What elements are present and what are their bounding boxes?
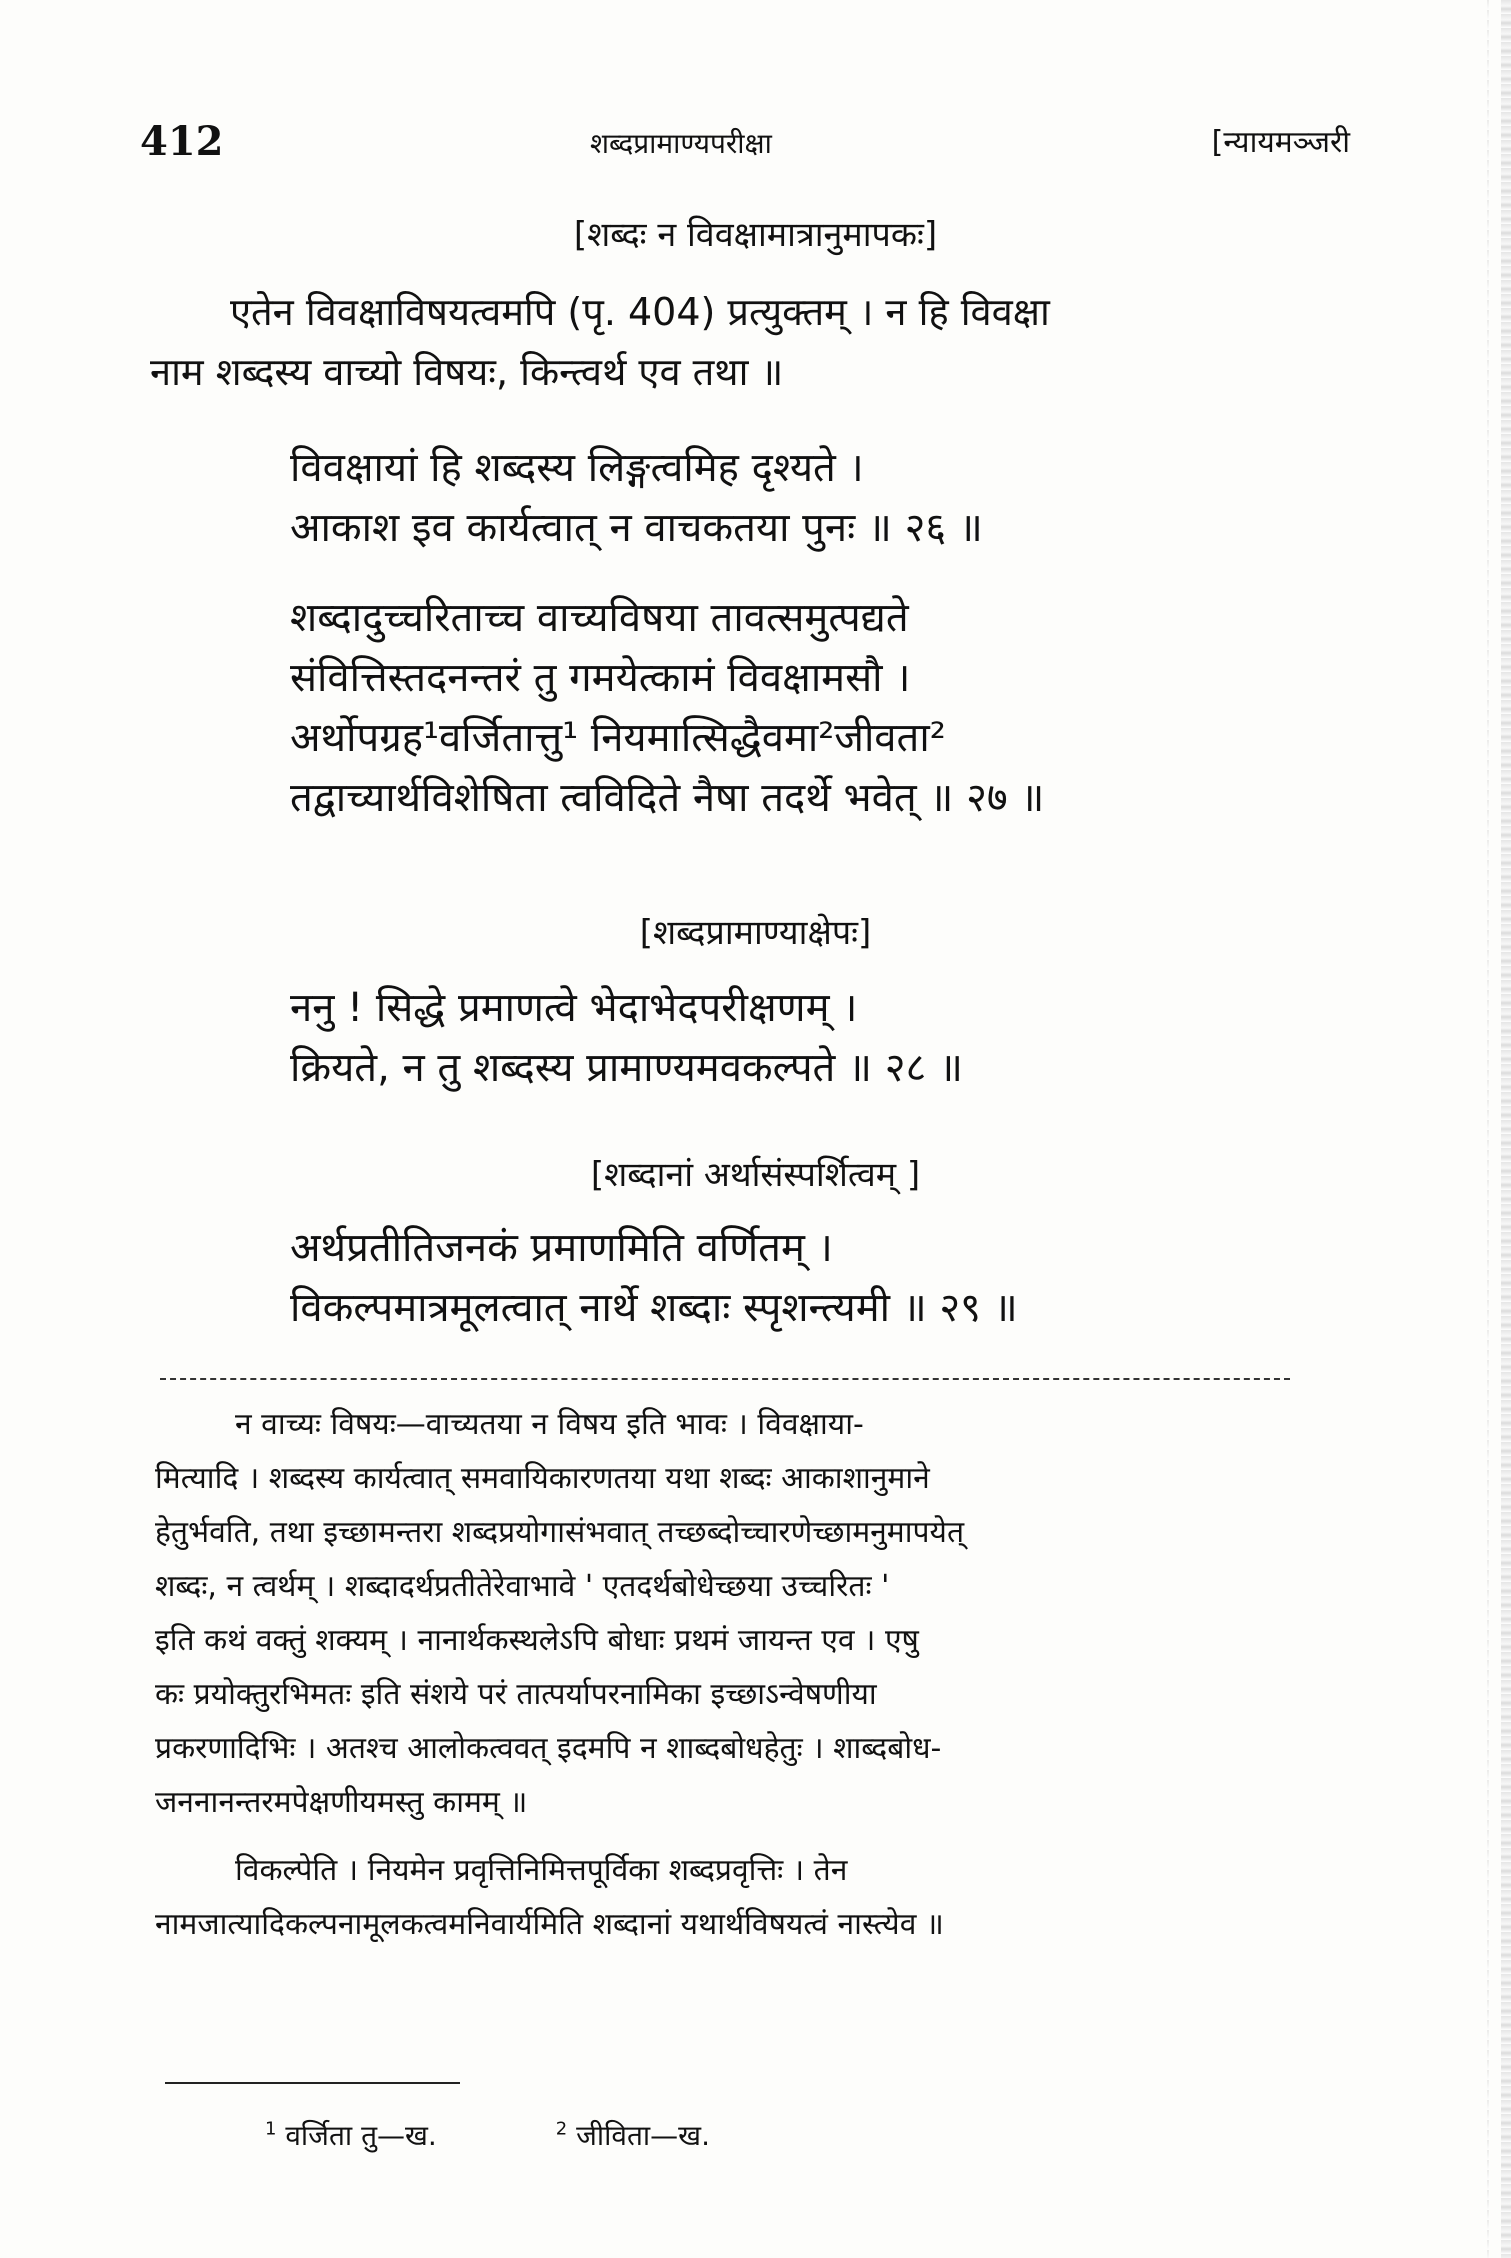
section-heading-2: [शब्दप्रामाण्याक्षेपः] <box>639 913 872 953</box>
paragraph-gap <box>155 1830 1305 1844</box>
footnote-rule <box>165 2082 460 2084</box>
verse-26 <box>290 438 983 558</box>
verse-line: विकल्पमात्रमूलत्वात् नार्थे शब्दाः स्पृशन्त्यमी ॥ २९ ॥ <box>290 1285 1018 1331</box>
commentary-line: जननानन्तरमपेक्षणीयमस्तु कामम् ॥ <box>155 1785 528 1820</box>
prose-line: नाम शब्दस्य वाच्यो विषयः, किन्त्वर्थ एव तथा ॥ <box>150 350 784 394</box>
footnote-text: जीविता—ख. <box>576 2119 710 2152</box>
prose-line: एतेन विवक्षाविषयत्वमपि (पृ. 404) प्रत्युक्तम् । न हि विवक्षा <box>230 290 1050 334</box>
verse-line: संवित्तिस्तदनन्तरं तु गमयेत्कामं विवक्षामसौ । <box>290 655 911 701</box>
commentary-line: हेतुर्भवति, तथा इच्छामन्तरा शब्दप्रयोगासंभवात् तच्छब्दोच्चारणेच्छामनुमापयेत् <box>155 1515 965 1550</box>
section-heading-1: [शब्दः न विवक्षामात्रानुमापकः] <box>573 215 938 255</box>
section-heading-3: [शब्दानां अर्थासंस्पर्शित्वम् ] <box>590 1155 921 1195</box>
verse-line: अर्थप्रतीतिजनकं प्रमाणमिति वर्णितम् । <box>290 1225 833 1271</box>
commentary-line: न वाच्यः विषयः—वाच्यतया न विषय इति भावः । विवक्षाया- <box>235 1407 864 1442</box>
footnotes <box>265 2116 820 2154</box>
footnote-text: वर्जिता तु—ख. <box>285 2119 437 2152</box>
verse-27 <box>290 588 1044 828</box>
verse-line: अर्थोपग्रह¹वर्जितात्तु¹ नियमात्सिद्धैवमा²जीवता² <box>290 715 946 761</box>
commentary-line: प्रकरणादिभिः । अतश्च आलोकत्ववत् इदमपि न शाब्दबोधहेतुः । शाब्दबोध- <box>155 1731 942 1766</box>
commentary <box>155 1398 1305 1952</box>
verse-28 <box>290 978 963 1098</box>
verse-line: आकाश इव कार्यत्वात् न वाचकतया पुनः ॥ २६ ॥ <box>290 505 983 551</box>
book-title: [न्यायमञ्जरी <box>1211 125 1350 160</box>
verse-line: ननु ! सिद्धे प्रमाणत्वे भेदाभेदपरीक्षणम् । <box>290 985 858 1031</box>
commentary-line: इति कथं वक्तुं शक्यम् । नानार्थकस्थलेऽपि बोधाः प्रथमं जायन्त एव । एषु <box>155 1623 919 1658</box>
verse-29 <box>290 1218 1018 1338</box>
footnote-marker: 1 <box>265 2118 277 2140</box>
verse-line: क्रियते, न तु शब्दस्य प्रामाण्यमवकल्पते ॥ २८ ॥ <box>290 1045 963 1091</box>
commentary-line: नामजात्यादिकल्पनामूलकत्वमनिवार्यमिति शब्दानां यथार्थविषयत्वं नास्त्येव ॥ <box>155 1907 944 1942</box>
footnote-2 <box>556 2116 710 2154</box>
prose-paragraph <box>150 282 1310 402</box>
footnote-marker: 2 <box>555 2118 568 2140</box>
commentary-line: विकल्पेति । नियमेन प्रवृत्तिनिमित्तपूर्विका शब्दप्रवृत्तिः । तेन <box>235 1853 848 1888</box>
page-number: 412 <box>140 118 224 165</box>
verse-line: शब्दादुच्चरिताच्च वाच्यविषया तावत्समुत्पद्यते <box>290 595 909 641</box>
commentary-line: शब्दः, न त्वर्थम् । शब्दादर्थप्रतीतेरेवाभावे ' एतदर्थबोधेच्छया उच्चरितः ' <box>155 1569 890 1604</box>
page-header <box>140 118 1350 178</box>
commentary-line: मित्यादि । शब्दस्य कार्यत्वात् समवायिकारणतया यथा शब्दः आकाशानुमाने <box>155 1461 930 1496</box>
running-title: शब्दप्रामाण्यपरीक्षा <box>590 127 772 160</box>
scan-edge-line <box>1487 0 1489 2258</box>
verse-line: विवक्षायां हि शब्दस्य लिङ्गत्वमिह दृश्यते । <box>290 445 864 491</box>
commentary-line: कः प्रयोक्तुरभिमतः इति संशये परं तात्पर्यापरनामिका इच्छाऽन्वेषणीया <box>155 1677 877 1712</box>
commentary-divider <box>160 1378 1290 1380</box>
scan-edge <box>1501 0 1511 2258</box>
verse-line: तद्वाच्यार्थविशेषिता त्वविदिते नैषा तदर्थे भवेत् ॥ २७ ॥ <box>290 775 1045 821</box>
footnote-1 <box>265 2116 437 2154</box>
